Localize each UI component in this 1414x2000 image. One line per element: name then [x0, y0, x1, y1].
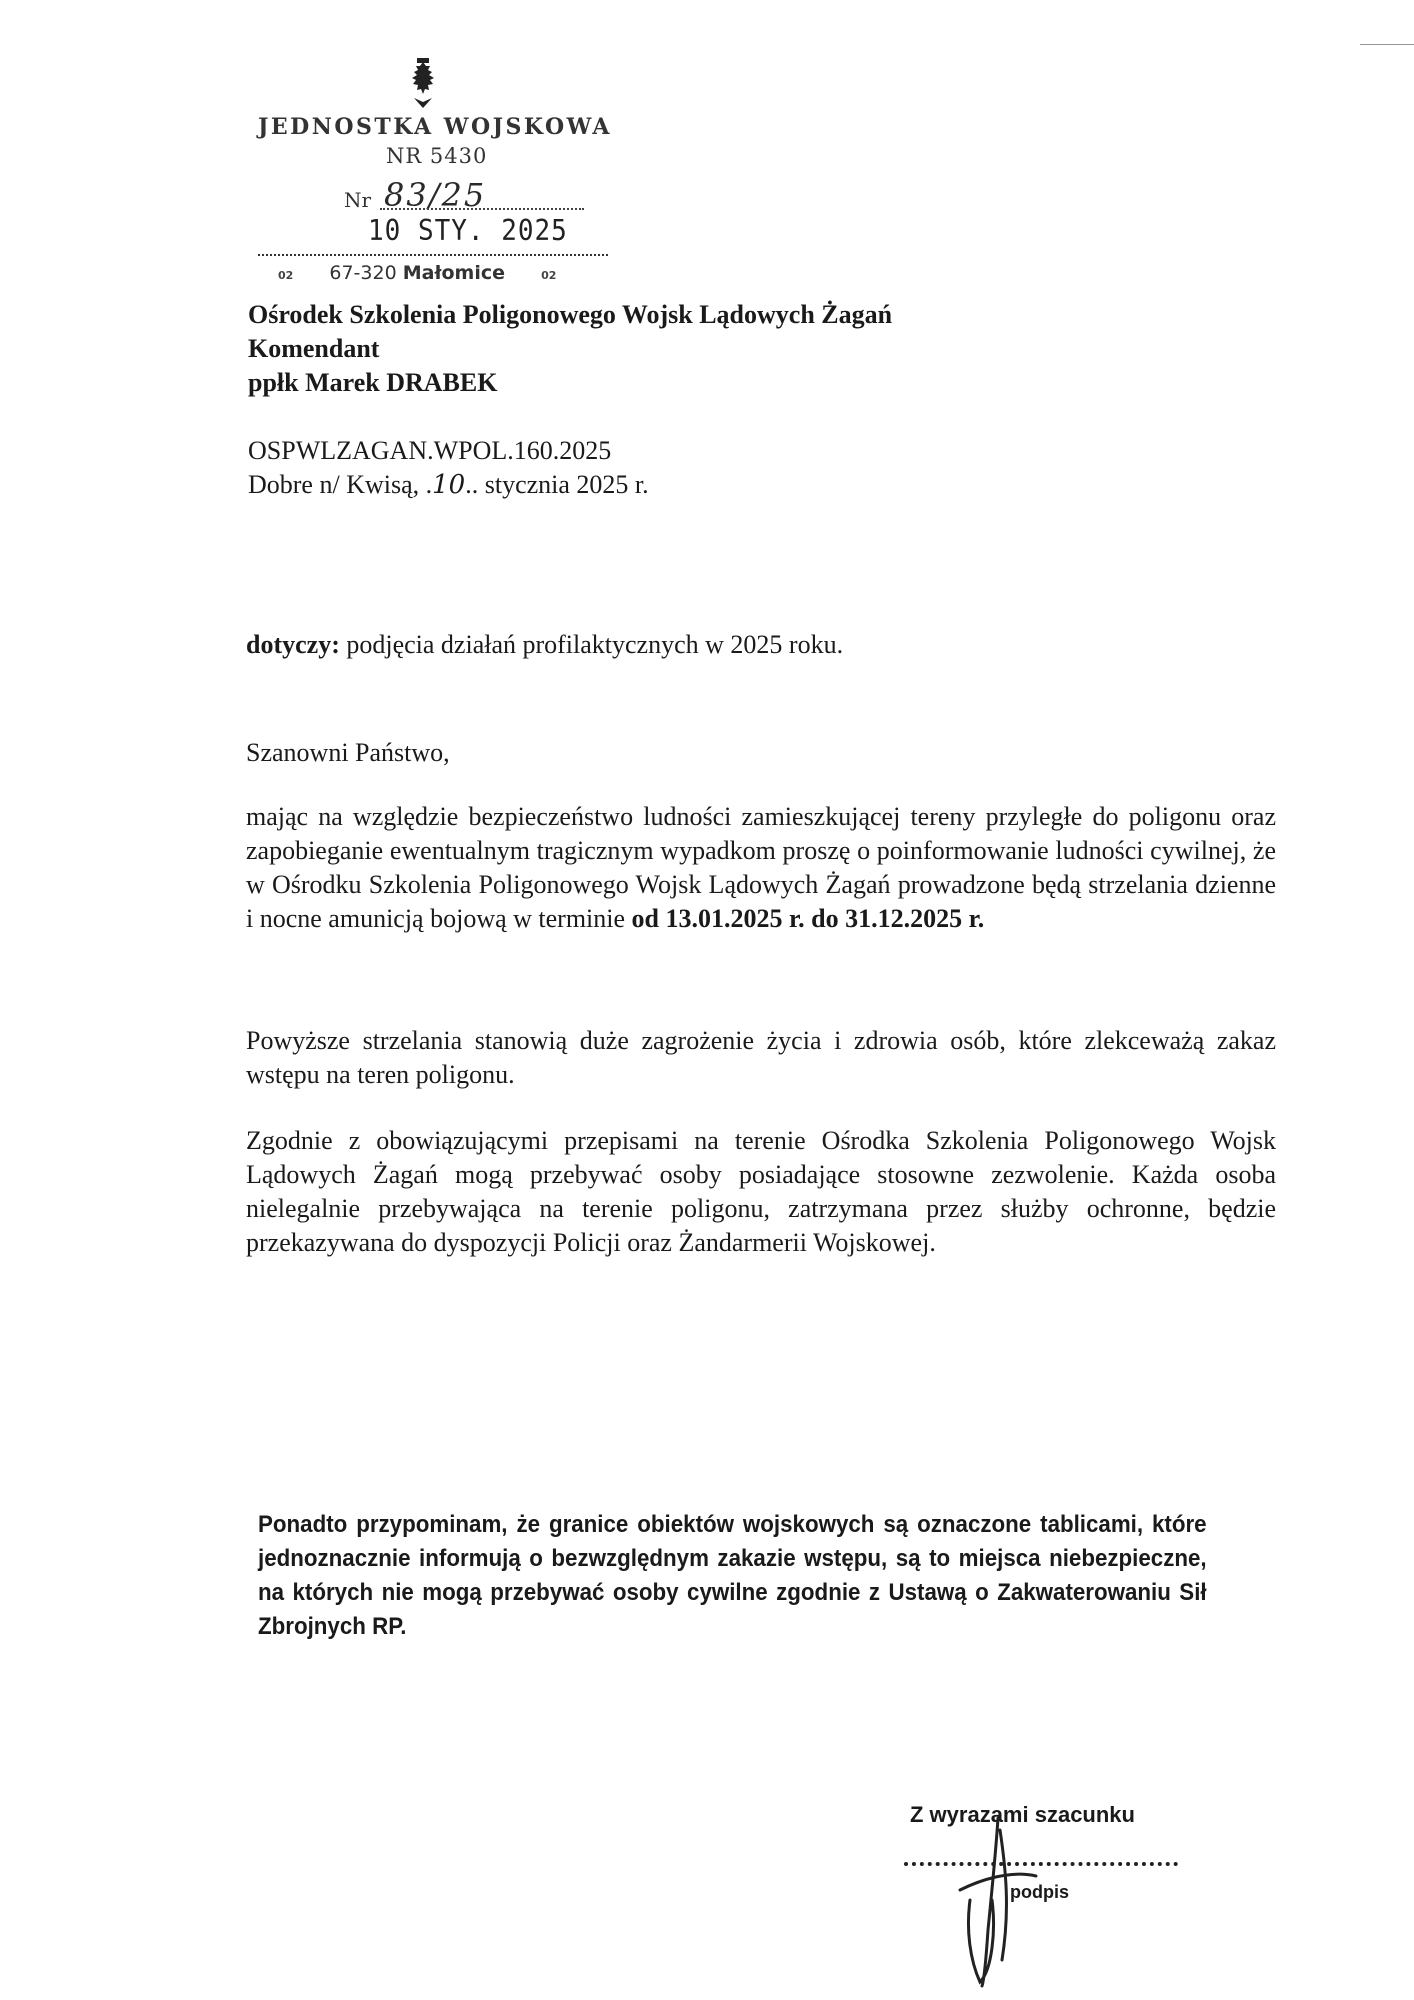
paragraph-1: [246, 800, 1276, 936]
scan-artifact-line: [1360, 44, 1414, 45]
notice-paragraph: Ponadto przypominam, że granice obiektów wojskowych są oznaczone tablicami, które jednoznacznie informują o bezwzględnym zakazie wstępu, są to miejsca niebezpieczne, na których nie mogą przebywać osoby cywilne zgodnie z Ustawą o Zakwaterowaniu Sił Zbrojnych RP.: [258, 1511, 1207, 1640]
salutation: Szanowni Państwo,: [246, 738, 450, 767]
recipient-header: [248, 298, 1148, 400]
stamp-date: 10 STY. 2025: [368, 214, 568, 248]
stamp-place: Małomice: [402, 262, 506, 284]
stamp-nr-handwritten: 83/25: [384, 176, 487, 214]
paragraph-1-text: mając na względzie bezpieczeństwo ludności zamieszkującej tereny przyległe do poligonu oraz zapobieganie ewentualnym tragicznym wypadkom proszę o poinformowanie ludności cywilnej, że w Ośrodku Szkolenia Poligonowego Wojsk Lądowych Żagań prowadzone będą strzelania dzienne i nocne amunicją bojową w terminie: [246, 802, 1276, 933]
subject-line: [246, 628, 843, 662]
paragraph-2: Powyższe strzelania stanowią duże zagrożenie życia i zdrowia osób, które zlekceważą zakaz wstępu na teren poligonu.: [246, 1026, 1276, 1089]
unit-stamp: [258, 58, 618, 298]
stamp-postal-code: 67-320: [329, 262, 397, 284]
stamp-nr-dotted-line: [380, 208, 584, 210]
recipient-role: Komendant: [248, 334, 380, 363]
paragraph-1-dates: od 13.01.2025 r. do 31.12.2025 r.: [631, 904, 985, 933]
closing-text: Z wyrazami szacunku: [910, 1802, 1135, 1827]
subject-label: dotyczy:: [246, 630, 340, 659]
handwritten-day: 10: [432, 470, 466, 500]
stamp-date-dotted-line: [258, 254, 608, 256]
reference-block: [248, 434, 649, 502]
subject-text: podjęcia działań profilaktycznych w 2025 roku.: [339, 630, 844, 659]
date-suffix: .. stycznia 2025 r.: [465, 470, 649, 499]
place-prefix: Dobre n/ Kwisą, .: [248, 470, 433, 499]
recipient-institution: Ośrodek Szkolenia Poligonowego Wojsk Lądowych Żagań: [248, 300, 893, 329]
stamp-addr-right-mark: 02: [541, 269, 557, 282]
paragraph-3: Zgodnie z obowiązującymi przepisami na terenie Ośrodka Szkolenia Poligonowego Wojsk Lądowych Żagań mogą przebywać osoby posiadające stosowne zezwolenie. Każda osoba nielegalnie przebywająca na terenie poligonu, zatrzymana przez służby ochronne, będzie przekazywana do dyspozycji Policji oraz Żandarmerii Wojskowej.: [246, 1126, 1276, 1257]
polish-eagle-emblem: [400, 58, 446, 110]
stamp-nr-field: [344, 176, 584, 214]
stamp-nr-label: Nr: [344, 188, 372, 212]
stamp-unit-line: JEDNOSTKA WOJSKOWA: [258, 114, 612, 140]
stamp-address: [278, 262, 618, 284]
stamp-addr-left-mark: 02: [278, 269, 294, 282]
signature-caption: podpis: [1010, 1882, 1069, 1902]
stamp-unit-number: NR 5430: [386, 144, 488, 168]
recipient-name: ppłk Marek DRABEK: [248, 368, 498, 397]
place-date-line: [248, 468, 649, 502]
reference-code: OSPWLZAGAN.WPOL.160.2025: [248, 436, 612, 465]
